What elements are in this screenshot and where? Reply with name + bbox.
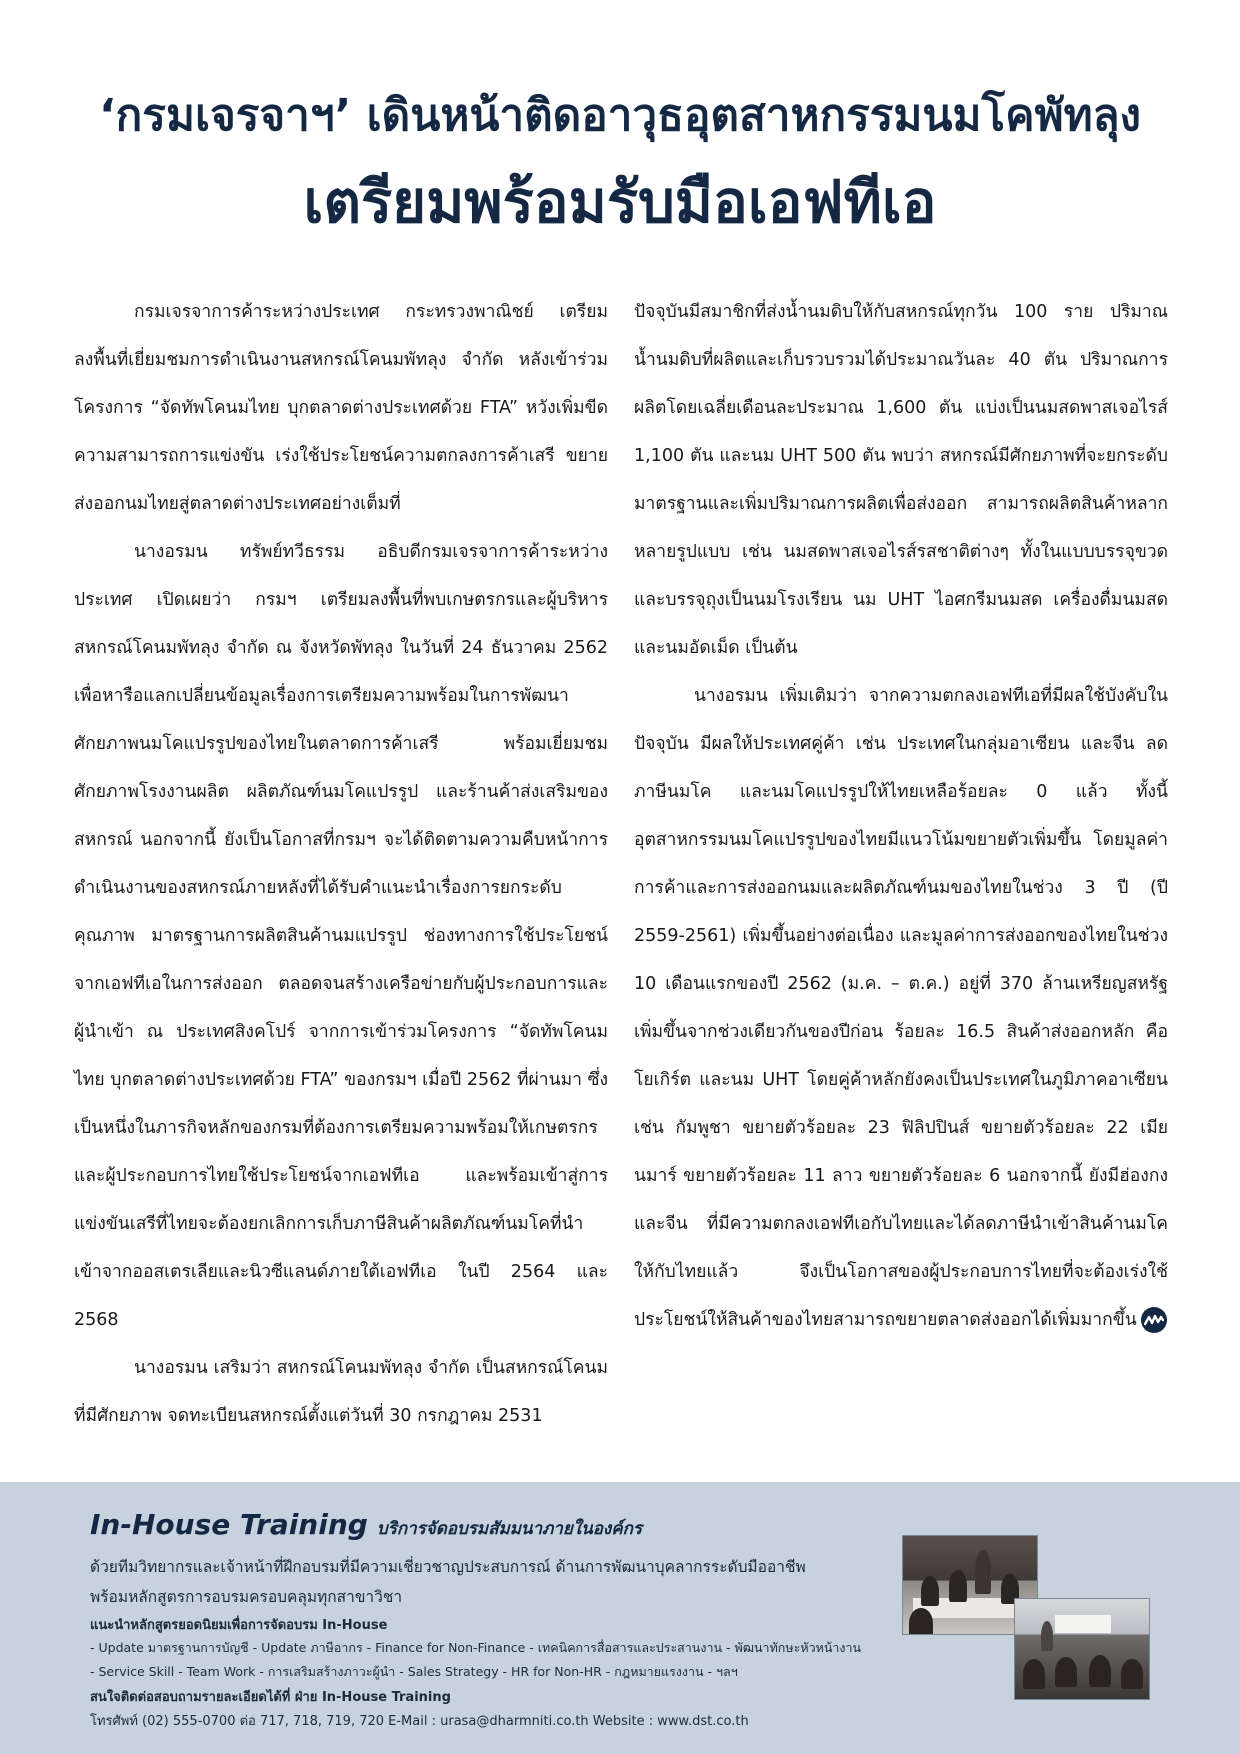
ad-description-line: พร้อมหลักสูตรการอบรมครอบคลุมทุกสาขาวิชา: [90, 1588, 403, 1606]
paragraph-with-end-mark: [634, 672, 1168, 1344]
ad-brand: [90, 1508, 642, 1542]
article-headline: [0, 80, 1240, 252]
headline-line-2: เตรียมพร้อมรับมือเอฟทีเอ: [303, 168, 937, 236]
ad-courses-list: - Service Skill - Team Work - การเสริมสร้างภาวะผู้นำ - Sales Strategy - HR for Non-HR - กฎหมายแรงงาน - ฯลฯ: [90, 1664, 738, 1679]
paragraph: ปัจจุบันมีสมาชิกที่ส่งน้ำนมดิบให้กับสหกรณ์ทุกวัน 100 ราย ปริมาณน้ำนมดิบที่ผลิตและเก็บรวบรวมได้ประมาณวันละ 40 ตัน ปริมาณการผลิตโดยเฉลี่ยเดือนละประมาณ 1,600 ตัน แบ่งเป็นนมสดพาสเจอไรส์ 1,100 ตัน และนม UHT 500 ตัน พบว่า สหกรณ์มีศักยภาพที่จะยกระดับมาตรฐานและเพิ่มปริมาณการผลิตเพื่อส่งออก สามารถผลิตสินค้าหลากหลายรูปแบบ เช่น นมสดพาสเจอไรส์รสชาติต่างๆ ทั้งในแบบบรรจุขวด และบรรจุถุงเป็นนมโรงเรียน นม UHT ไอศกรีมนมสด เครื่องดื่มนมสด และนมอัดเม็ด เป็นต้น: [634, 302, 1168, 658]
paragraph: นางอรมน ทรัพย์ทวีธรรม อธิบดีกรมเจรจาการค้าระหว่างประเทศ เปิดเผยว่า กรมฯ เตรียมลงพื้นที่พบเกษตรกรและผู้บริหารสหกรณ์โคนมพัทลุง จำกัด ณ จังหวัดพัทลุง ในวันที่ 24 ธันวาคม 2562 เพื่อหารือแลกเปลี่ยนข้อมูลเรื่องการเตรียมความพร้อมในการพัฒนาศักยภาพนมโคแปรรูปของไทยในตลาดการค้าเสรี พร้อมเยี่ยมชมศักยภาพโรงงานผลิต ผลิตภัณฑ์นมโคแปรรูป และร้านค้าส่งเสริมของสหกรณ์ นอกจากนี้ ยังเป็นโอกาสที่กรมฯ จะได้ติดตามความคืบหน้าการดำเนินงานของสหกรณ์ภายหลังที่ได้รับคำแนะนำเรื่องการยกระดับคุณภาพ มาตรฐานการผลิตสินค้านมแปรรูป ช่องทางการใช้ประโยชน์จากเอฟทีเอในการส่งออก ตลอดจนสร้างเครือข่ายกับผู้ประกอบการและผู้นำเข้า ณ ประเทศสิงคโปร์ จากการเข้าร่วมโครงการ “จัดทัพโคนมไทย บุกตลาดต่างประเทศด้วย FTA” ของกรมฯ เมื่อปี 2562 ที่ผ่านมา ซึ่งเป็นหนึ่งในภารกิจหลักของกรมที่ต้องการเตรียมความพร้อมให้เกษตรกร และผู้ประกอบการไทยใช้ประโยชน์จากเอฟทีเอ และพร้อมเข้าสู่การแข่งขันเสรีที่ไทยจะต้องยกเลิกการเก็บภาษีสินค้าผลิตภัณฑ์นมโคที่นำเข้าจากออสเตรเลียและนิวซีแลนด์ภายใต้เอฟทีเอ ในปี 2564 และ 2568: [74, 542, 608, 1330]
paragraph: กรมเจรจาการค้าระหว่างประเทศ กระทรวงพาณิชย์ เตรียมลงพื้นที่เยี่ยมชมการดำเนินงานสหกรณ์โคนมพัทลุง จำกัด หลังเข้าร่วมโครงการ “จัดทัพโคนมไทย บุกตลาดต่างประเทศด้วย FTA” หวังเพิ่มขีดความสามารถการแข่งขัน เร่งใช้ประโยชน์ความตกลงการค้าเสรี ขยายส่งออกนมไทยสู่ตลาดต่างประเทศอย่างเต็มที่: [74, 302, 608, 514]
ad-description-line: ด้วยทีมวิทยากรและเจ้าหน้าที่ฝึกอบรมที่มีความเชี่ยวชาญประสบการณ์ ด้านการพัฒนาบุคลากรระดับมืออาชีพ: [90, 1558, 806, 1576]
left-column: [74, 288, 608, 1440]
article-body: [74, 288, 1168, 1440]
end-of-article-logo-icon: [1141, 1307, 1167, 1333]
headline-line-1: ‘กรมเจรจาฯ’ เดินหน้าติดอาวุธอุตสาหกรรมนมโคพัทลุง: [98, 90, 1142, 141]
ad-courses-heading: แนะนำหลักสูตรยอดนิยมเพื่อการจัดอบรม In-House: [90, 1618, 388, 1633]
ad-contact-details: โทรศัพท์ (02) 555-0700 ต่อ 717, 718, 719, 720 E-Mail : urasa@dharmniti.co.th Website : www.dst.co.th: [90, 1714, 749, 1729]
ad-courses-list: - Update มาตรฐานการบัญชี - Update ภาษีอากร - Finance for Non-Finance - เทคนิคการสื่อสารและประสานงาน - พัฒนาทักษะหัวหน้างาน: [90, 1640, 862, 1655]
ad-contact-heading: สนใจติดต่อสอบถามรายละเอียดได้ที่ ฝ่าย In-House Training: [90, 1690, 451, 1705]
training-photo: [1014, 1598, 1150, 1700]
ad-brand-title: In-House Training: [90, 1508, 368, 1541]
right-column: [634, 288, 1168, 1440]
ad-brand-subtitle: บริการจัดอบรมสัมมนาภายในองค์กร: [376, 1519, 643, 1539]
paragraph: นางอรมน เสริมว่า สหกรณ์โคนมพัทลุง จำกัด เป็นสหกรณ์โคนมที่มีศักยภาพ จดทะเบียนสหกรณ์ตั้งแต่วันที่ 30 กรกฎาคม 2531: [74, 1358, 608, 1426]
paragraph-text: นางอรมน เพิ่มเติมว่า จากความตกลงเอฟทีเอที่มีผลใช้บังคับในปัจจุบัน มีผลให้ประเทศคู่ค้า เช่น ประเทศในกลุ่มอาเซียน และจีน ลดภาษีนมโค และนมโคแปรรูปให้ไทยเหลือร้อยละ 0 แล้ว ทั้งนี้อุตสาหกรรมนมโคแปรรูปของไทยมีแนวโน้มขยายตัวเพิ่มขึ้น โดยมูลค่าการค้าและการส่งออกนมและผลิตภัณฑ์นมของไทยในช่วง 3 ปี (ปี 2559-2561) เพิ่มขึ้นอย่างต่อเนื่อง และมูลค่าการส่งออกของไทยในช่วง 10 เดือนแรกของปี 2562 (ม.ค. – ต.ค.) อยู่ที่ 370 ล้านเหรียญสหรัฐ เพิ่มขึ้นจากช่วงเดียวกันของปีก่อน ร้อยละ 16.5 สินค้าส่งออกหลัก คือ โยเกิร์ต และนม UHT โดยคู่ค้าหลักยังคงเป็นประเทศในภูมิภาคอาเซียน เช่น กัมพูชา ขยายตัวร้อยละ 23 ฟิลิปปินส์ ขยายตัวร้อยละ 22 เมียนมาร์ ขยายตัวร้อยละ 11 ลาว ขยายตัวร้อยละ 6 นอกจากนี้ ยังมีฮ่องกง และจีน ที่มีความตกลงเอฟทีเอกับไทยและได้ลดภาษีนำเข้าสินค้านมโคให้กับไทยแล้ว จึงเป็นโอกาสของผู้ประกอบการไทยที่จะต้องเร่งใช้ประโยชน์ให้สินค้าของไทยสามารถขยายตลาดส่งออกได้เพิ่มมากขึ้น: [634, 686, 1168, 1330]
